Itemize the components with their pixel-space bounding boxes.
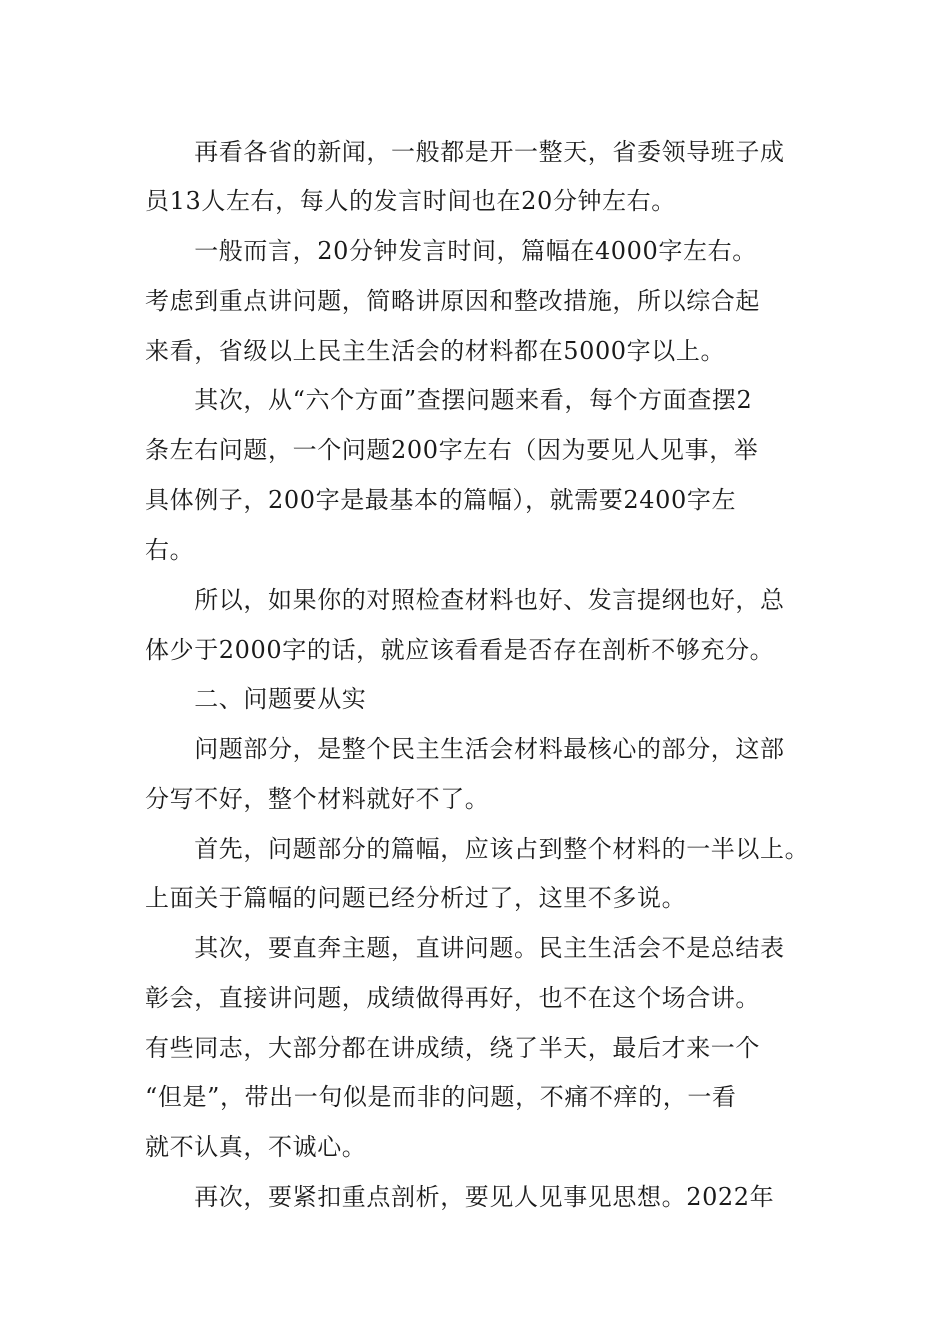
text-line: 有些同志，大部分都在讲成绩，绕了半天，最后才来一个 bbox=[145, 1034, 760, 1062]
section-heading: 二、问题要从实 bbox=[145, 685, 367, 713]
text-line: “但是”，带出一句似是而非的问题，不痛不痒的，一看 bbox=[145, 1083, 737, 1111]
text-line: 考虑到重点讲问题，简略讲原因和整改措施，所以综合起 bbox=[145, 287, 760, 315]
text-line: 其次，从“六个方面”查摆问题来看，每个方面查摆2 bbox=[145, 386, 753, 414]
text-line: 员13人左右，每人的发言时间也在20分钟左右。 bbox=[145, 187, 676, 215]
text-line: 体少于2000字的话，就应该看看是否存在剖析不够充分。 bbox=[145, 636, 775, 664]
text-line: 上面关于篇幅的问题已经分析过了，这里不多说。 bbox=[145, 884, 687, 912]
text-line: 问题部分，是整个民主生活会材料最核心的部分，这部 bbox=[145, 735, 785, 763]
text-line: 条左右问题，一个问题200字左右（因为要见人见事，举 bbox=[145, 436, 759, 464]
text-line: 再次，要紧扣重点剖析，要见人见事见思想。2022年 bbox=[145, 1183, 775, 1211]
text-line: 来看，省级以上民主生活会的材料都在5000字以上。 bbox=[145, 337, 726, 365]
text-line: 其次，要直奔主题，直讲问题。民主生活会不是总结表 bbox=[145, 934, 785, 962]
text-line: 右。 bbox=[145, 536, 195, 564]
text-line: 具体例子，200字是最基本的篇幅），就需要2400字左 bbox=[145, 486, 737, 514]
text-line: 分写不好，整个材料就好不了。 bbox=[145, 785, 490, 813]
text-line: 再看各省的新闻，一般都是开一整天，省委领导班子成 bbox=[145, 138, 785, 166]
text-line: 首先，问题部分的篇幅，应该占到整个材料的一半以上。 bbox=[145, 835, 810, 863]
text-line: 就不认真，不诚心。 bbox=[145, 1133, 367, 1161]
text-line: 彰会，直接讲问题，成绩做得再好，也不在这个场合讲。 bbox=[145, 984, 760, 1012]
text-line: 一般而言，20分钟发言时间，篇幅在4000字左右。 bbox=[145, 237, 757, 265]
text-line: 所以，如果你的对照检查材料也好、发言提纲也好，总 bbox=[145, 586, 785, 614]
